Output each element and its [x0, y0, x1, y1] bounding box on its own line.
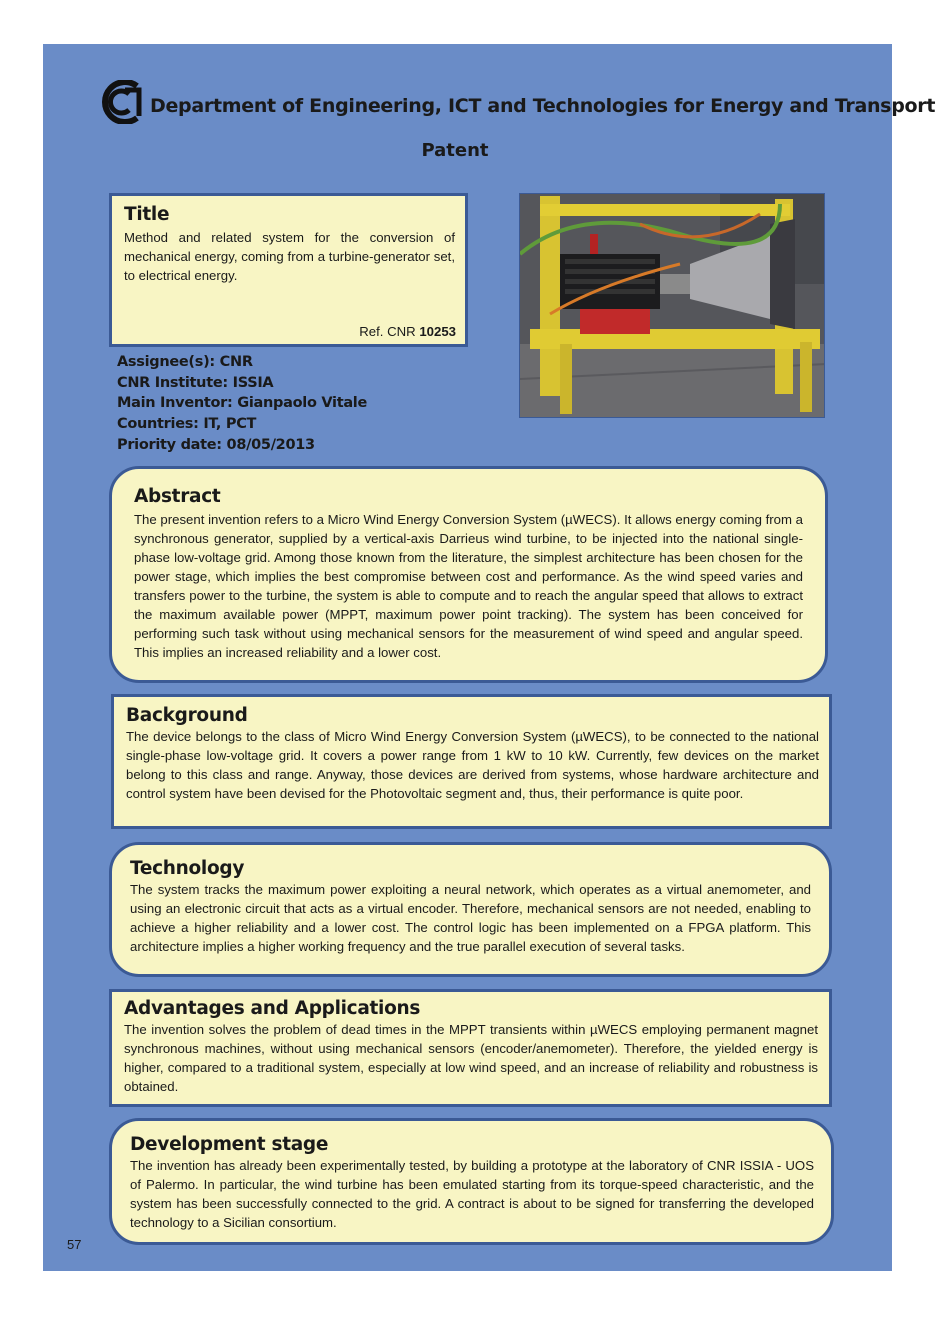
background-section	[111, 694, 832, 829]
abstract-text: The present invention refers to a Micro Wind Energy Conversion System (µWECS). It allows energy coming from a synchronous generator, supplied by a vertical-axis Darrieus wind turbine, to be injected into the national single-phase low-voltage grid. Among those known from the literature, the simplest architecture has been chosen for the power stage, which implies the best compromise between cost and performance. As the wind speed varies and transfers power to the turbine, the system is able to compute and to reach the angular speed that allows to extract the maximum available power (MPPT, maximum power point tracking). The system has been conceived for performing such task without using mechanical sensors for the measurement of wind speed and angular speed. This implies an increased reliability and a lower cost.	[134, 512, 803, 660]
technology-section	[109, 842, 832, 977]
advantages-section	[109, 989, 832, 1107]
development-heading: Development stage	[130, 1134, 329, 1155]
cnr-institute: CNR Institute: ISSIA	[117, 374, 274, 391]
cnr-logo-icon	[93, 80, 143, 124]
abstract-section	[109, 466, 828, 683]
patent-reference	[359, 324, 456, 339]
advantages-text: The invention solves the problem of dead times in the MPPT transients within µWECS employing permanent magnet synchronous machines, without using mechanical sensors (encoder/anemometer). Therefore, the yielded energy is higher, compared to a traditional system, especially at low wind speed, and an increase of reliability and robustness is obtained.	[124, 1022, 818, 1094]
department-title: Department of Engineering, ICT and Technologies for Energy and Transport	[150, 95, 936, 117]
ref-prefix: Ref. CNR	[359, 324, 416, 339]
advantages-heading: Advantages and Applications	[124, 998, 421, 1019]
title-text: Method and related system for the conversion of mechanical energy, coming from a turbine-generator set, to electrical energy.	[124, 230, 455, 283]
title-box	[109, 193, 468, 347]
development-section	[109, 1118, 834, 1245]
prototype-illustration	[520, 194, 825, 418]
document-type: Patent	[421, 140, 489, 161]
assignee: Assignee(s): CNR	[117, 354, 253, 370]
ref-number: 10253	[419, 324, 456, 339]
countries: Countries: IT, PCT	[117, 416, 257, 433]
background-heading: Background	[126, 705, 248, 726]
prototype-photo	[519, 193, 825, 418]
title-heading: Title	[124, 204, 170, 225]
main-inventor: Main Inventor: Gianpaolo Vitale	[117, 395, 368, 412]
technology-heading: Technology	[130, 858, 245, 879]
background-text: The device belongs to the class of Micro Wind Energy Conversion System (µWECS), to be connected to the national single-phase low-voltage grid. It covers a power range from 1 kW to 10 kW. Currently, few devices on the market belong to this class and range. Anyway, those devices are derived from systems, whose hardware architecture and control system have been devised for the Photovoltaic segment and, thus, their performance is quite poor.	[126, 729, 819, 801]
development-text: The invention has already been experimentally tested, by building a prototype at the laboratory of CNR ISSIA - UOS of Palermo. In particular, the wind turbine has been emulated starting from its torque-speed characteristic, and the system has been successfully connected to the grid. A contract is about to be signed for transferring the developed technology to a Sicilian consortium.	[130, 1158, 814, 1230]
patent-info	[117, 352, 367, 456]
abstract-heading: Abstract	[134, 486, 221, 507]
page-number: 57	[67, 1237, 82, 1252]
priority-date: Priority date: 08/05/2013	[117, 436, 315, 453]
technology-text: The system tracks the maximum power exploiting a neural network, which operates as a virtual anemometer, and using an electronic circuit that acts as a virtual encoder. Therefore, mechanical sensors are not needed, enabling to achieve a higher reliability and a lower cost. The control logic has been implemented on a FPGA platform. This architecture implies a higher working frequency and the true parallel execution of several tasks.	[130, 882, 811, 954]
